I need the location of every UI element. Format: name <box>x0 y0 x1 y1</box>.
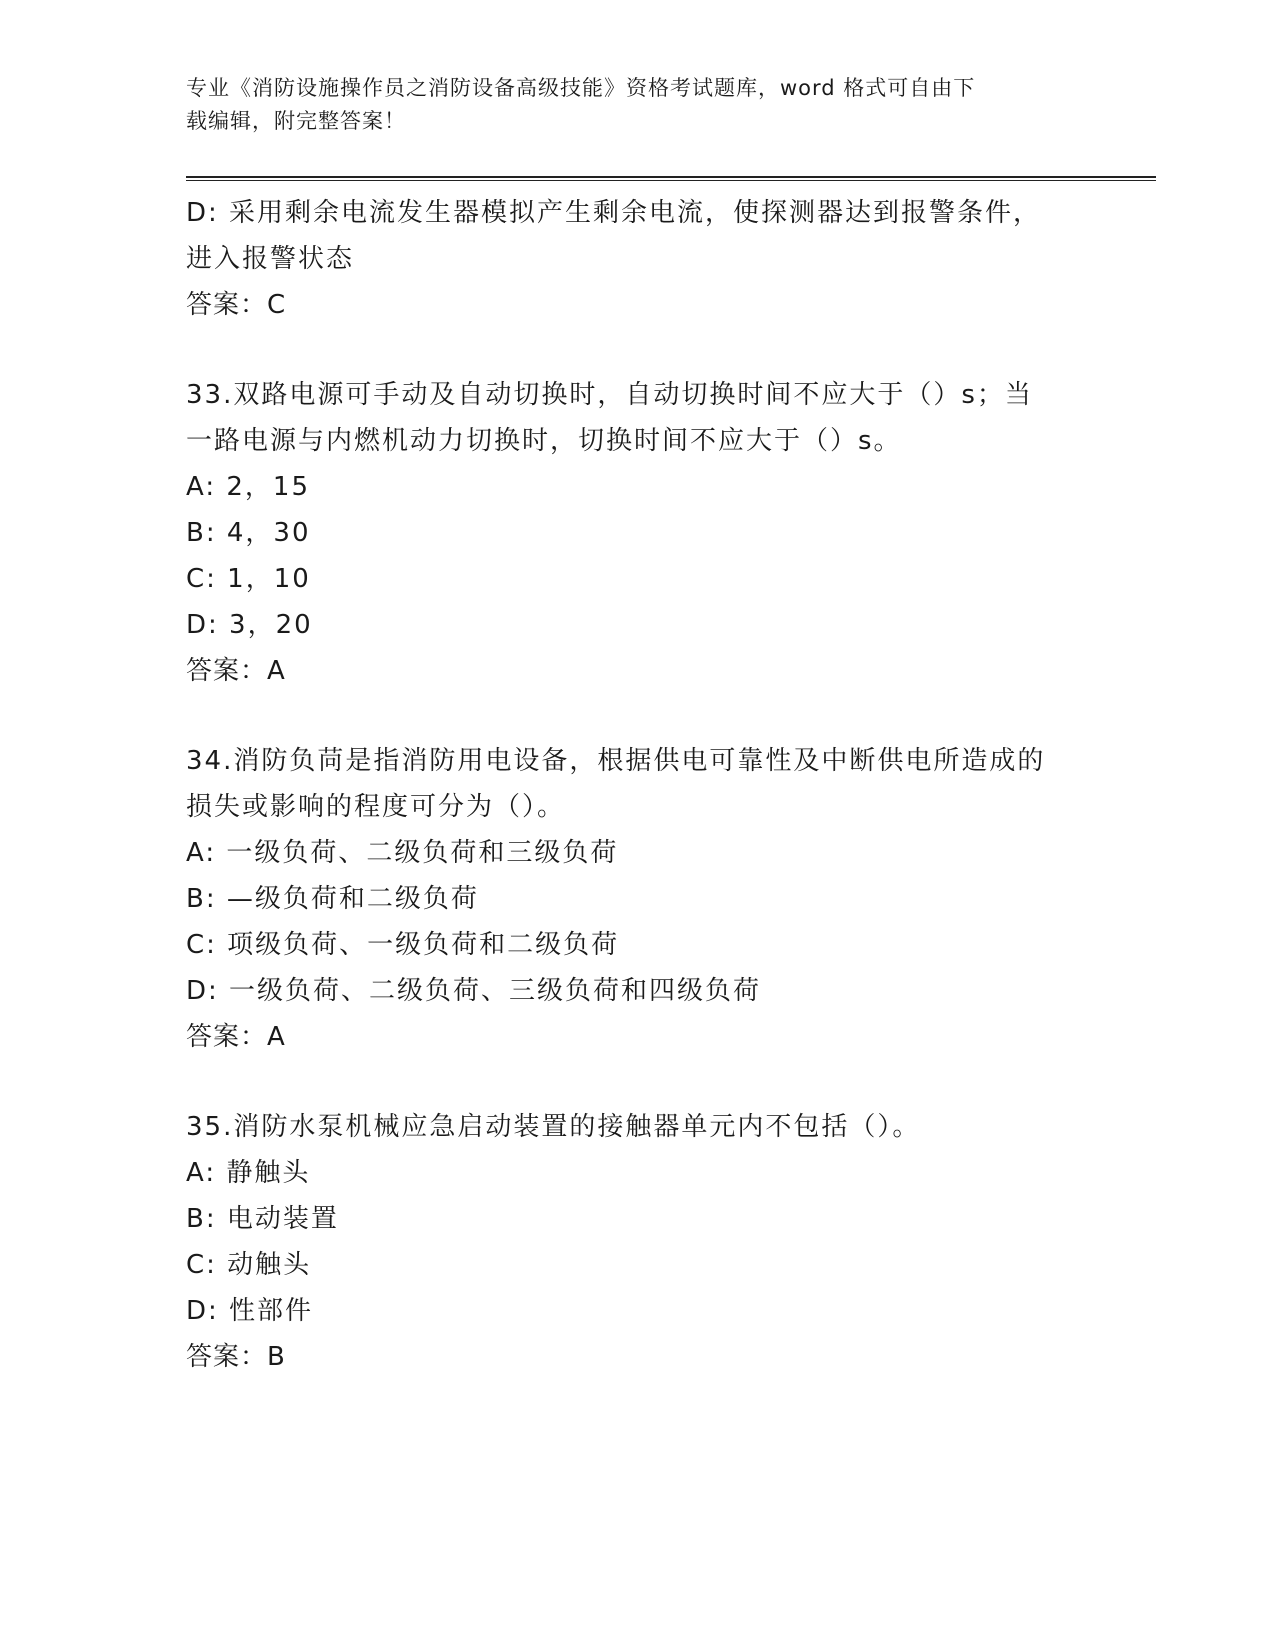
question-text: 35.消防水泵机械应急启动装置的接触器单元内不包括（）。 <box>186 1112 921 1142</box>
document-body <box>186 190 1086 1380</box>
answer: 答案：A <box>186 656 286 686</box>
spacer <box>186 1060 1086 1104</box>
option-d: D: 一级负荷、二级负荷、三级负荷和四级负荷 <box>186 976 762 1006</box>
question-text-continued: 一路电源与内燃机动力切换时，切换时间不应大于（）s。 <box>186 426 902 456</box>
option-d: D: 3，20 <box>186 610 313 640</box>
previous-question-tail <box>186 190 1086 328</box>
question-33 <box>186 372 1086 694</box>
question-34 <box>186 738 1086 1060</box>
answer: 答案：B <box>186 1342 286 1372</box>
question-text: 33.双路电源可手动及自动切换时，自动切换时间不应大于（）s；当 <box>186 380 1033 410</box>
option-b: B: —级负荷和二级负荷 <box>186 884 479 914</box>
header-line-2: 载编辑，附完整答案！ <box>186 109 406 133</box>
page-header <box>186 72 1066 138</box>
option-c: C: 1，10 <box>186 564 311 594</box>
option-b: B: 电动装置 <box>186 1204 339 1234</box>
answer: 答案：C <box>186 290 287 320</box>
option-a: A: 静触头 <box>186 1158 311 1188</box>
option-b: B: 4，30 <box>186 518 311 548</box>
spacer <box>186 328 1086 372</box>
question-35 <box>186 1104 1086 1380</box>
question-text: 34.消防负苘是指消防用电设备，根据供电可靠性及中断供电所造成的 <box>186 746 1046 776</box>
option-d: D: 采用剩余电流发生器模拟产生剩余电流，使探测器达到报警条件， <box>186 198 1042 228</box>
option-c: C: 项级负荷、一级负荷和二级负荷 <box>186 930 620 960</box>
header-divider <box>186 176 1156 181</box>
spacer <box>186 694 1086 738</box>
question-text-continued: 损失或影响的程度可分为（）。 <box>186 792 566 822</box>
answer: 答案：A <box>186 1022 286 1052</box>
header-line-1: 专业《消防设施操作员之消防设备高级技能》资格考试题库，word 格式可自由下 <box>186 76 976 100</box>
option-d: D: 性部件 <box>186 1296 314 1326</box>
option-a: A: 一级负荷、二级负荷和三级负荷 <box>186 838 619 868</box>
option-a: A: 2，15 <box>186 472 310 502</box>
option-d-continued: 进入报警状态 <box>186 244 355 274</box>
option-c: C: 动触头 <box>186 1250 312 1280</box>
